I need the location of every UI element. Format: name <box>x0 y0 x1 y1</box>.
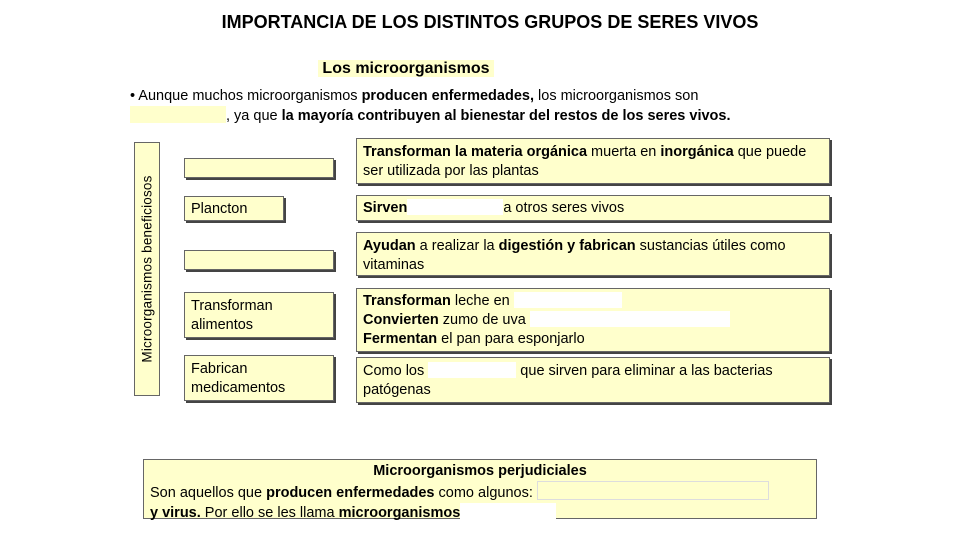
right-box-row-2 <box>356 195 830 221</box>
blank-answer <box>460 503 556 520</box>
harmful-text-1: Son aquellos que <box>150 485 267 501</box>
left-box-text: Transforman alimentos <box>191 298 273 333</box>
plain-text: a realizar la <box>415 238 499 254</box>
harmful-microorganisms-box <box>143 459 817 519</box>
bold-text: digestión y fabrican <box>498 238 636 254</box>
blank-answer <box>530 311 730 327</box>
bold-text: Fermentan <box>363 331 438 347</box>
left-box-text: Fabrican medicamentos <box>191 361 286 396</box>
right-box-row-5 <box>356 357 830 403</box>
right-box-text <box>363 363 773 398</box>
right-box-row-1 <box>356 138 830 184</box>
intro-text-1: Aunque muchos microorganismos <box>135 88 362 104</box>
left-box-row-1 <box>184 158 334 178</box>
plain-text: sustancias útiles como vitaminas <box>363 238 786 273</box>
plain-text: a otros seres vivos <box>503 200 625 216</box>
intro-text-4: , ya que <box>226 108 282 124</box>
bold-text: Ayudan <box>363 238 416 254</box>
left-box-row-2 <box>184 196 284 221</box>
right-box-text <box>363 200 624 216</box>
intro-text-2: producen enfermedades, <box>361 88 534 104</box>
bold-text: Sirven <box>363 200 408 216</box>
intro-paragraph <box>130 86 806 126</box>
left-box-row-5 <box>184 355 334 401</box>
right-box-text <box>363 144 806 179</box>
blank-answer <box>514 292 622 308</box>
plain-text: muerta en <box>587 144 661 160</box>
plain-text: leche en <box>450 293 514 309</box>
left-box-text: Plancton <box>191 201 248 217</box>
blank-answer <box>537 481 769 500</box>
harmful-text-6: microorganismos <box>338 505 461 521</box>
plain-text: el pan para esponjarlo <box>437 331 585 347</box>
right-box-row-3 <box>356 232 830 276</box>
subtitle-text: Los microorganismos <box>318 60 493 77</box>
intro-text-3: los microorganismos son <box>534 88 699 104</box>
harmful-text-4: y virus. <box>150 505 201 521</box>
bold-text: inorgánica <box>660 144 734 160</box>
page-title: IMPORTANCIA DE LOS DISTINTOS GRUPOS DE SERES VIVOS <box>221 12 759 32</box>
bullet: • <box>130 88 136 104</box>
bold-text: Transforman la materia orgánica <box>363 144 588 160</box>
blank-answer <box>130 106 226 123</box>
section-subtitle <box>0 60 812 78</box>
right-box-text <box>363 293 730 347</box>
harmful-heading: Microorganismos perjudiciales <box>373 463 587 479</box>
harmful-text-5: Por ello se les llama <box>200 505 339 521</box>
plain-text: que sirven para eliminar a las bacterias patógenas <box>363 363 773 398</box>
left-box-row-3 <box>184 250 334 270</box>
side-label-box <box>134 142 160 396</box>
harmful-text-3: como algunos: <box>434 485 537 501</box>
blank-answer <box>428 362 516 378</box>
left-box-row-4 <box>184 292 334 338</box>
right-box-text <box>363 238 786 273</box>
side-label: Microorganismos beneficiosos <box>139 175 155 363</box>
bold-text: Convierten <box>363 312 439 328</box>
harmful-text-2: producen enfermedades <box>266 485 435 501</box>
right-box-row-4 <box>356 288 830 352</box>
intro-text-5: la mayoría contribuyen al bienestar del restos de los seres vivos. <box>281 108 731 124</box>
blank-answer <box>407 199 503 215</box>
harmful-text <box>150 481 810 523</box>
plain-text: zumo de uva <box>438 312 530 328</box>
plain-text: que puede ser utilizada por las plantas <box>363 144 807 179</box>
bold-text: Transforman <box>363 293 451 309</box>
plain-text: Como los <box>363 363 429 379</box>
